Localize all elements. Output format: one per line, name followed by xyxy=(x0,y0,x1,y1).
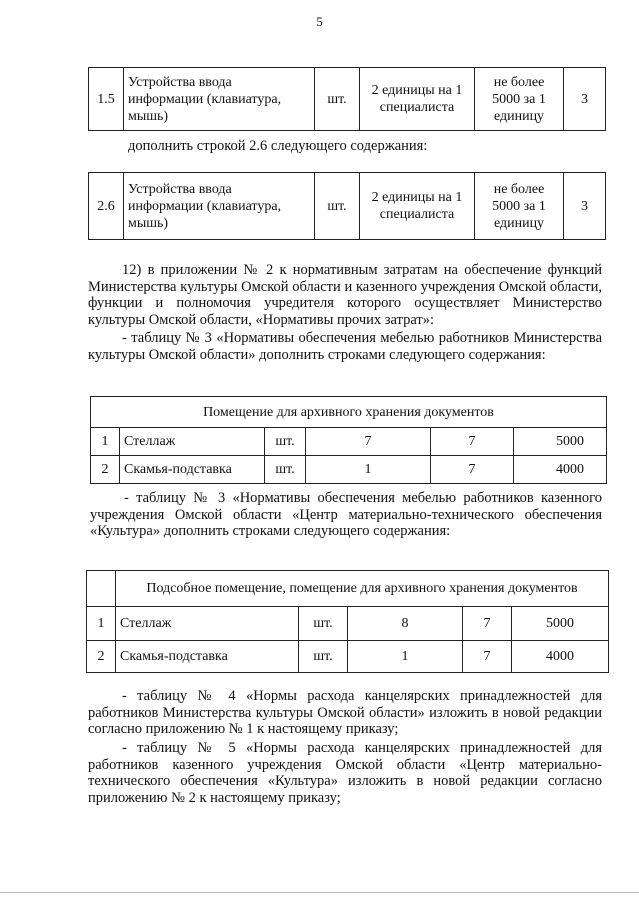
table-row xyxy=(87,607,609,641)
row-number: 1 xyxy=(87,607,116,641)
paragraph-12: 12) в приложении № 2 к нормативным затратам на обеспечение функций Министерства культуры Омской области и казенного учреждения Омской области, функции и полномочия учредителя которого осуществляет Министерство культуры Омской области, «Нормативы прочих затрат»: xyxy=(88,262,602,328)
table-row xyxy=(87,641,609,673)
unit: шт. xyxy=(315,173,360,240)
years: 3 xyxy=(564,173,606,240)
row-number: 1 xyxy=(91,428,120,456)
page-bottom-edge xyxy=(0,892,639,893)
empty-cell xyxy=(87,571,116,607)
unit: шт. xyxy=(315,68,360,131)
table-row-1-5 xyxy=(88,67,606,131)
add-line: дополнить строкой 2.6 следующего содержания: xyxy=(128,138,428,154)
row-number: 1.5 xyxy=(89,68,124,131)
page-number: 5 xyxy=(316,14,323,29)
item-name: Стеллаж xyxy=(120,428,265,456)
row-number: 2 xyxy=(91,456,120,484)
item-name: Скамья-подставка xyxy=(116,641,299,673)
unit: шт. xyxy=(265,428,306,456)
item-name: Устройства ввода информации (клавиатура, мышь) xyxy=(124,173,315,240)
item-name: Стеллаж xyxy=(116,607,299,641)
quantity: 1 xyxy=(306,456,431,484)
table-header: Помещение для архивного хранения документов xyxy=(91,397,607,428)
years: 3 xyxy=(564,68,606,131)
table-furniture-ministry xyxy=(90,396,607,484)
years: 7 xyxy=(463,641,512,673)
paragraph-table5: - таблицу № 5 «Нормы расхода канцелярских принадлежностей для работников казенного учреждения Омской области «Центр материально-технического обеспечения «Культура» изложить в новой редакции согласно приложению № 2 к настоящему приказу; xyxy=(88,740,602,806)
row-number: 2.6 xyxy=(89,173,124,240)
years: 7 xyxy=(463,607,512,641)
unit: шт. xyxy=(265,456,306,484)
table-row xyxy=(91,456,607,484)
row-number: 2 xyxy=(87,641,116,673)
item-name: Скамья-подставка xyxy=(120,456,265,484)
quantity: 8 xyxy=(348,607,463,641)
paragraph-table3-ministry: - таблицу № 3 «Нормативы обеспечения мебелью работников Министерства культуры Омской области» дополнить строками следующего содержания: xyxy=(88,330,602,363)
table-row-2-6 xyxy=(88,172,606,240)
years: 7 xyxy=(431,456,514,484)
paragraph-table3-institution: - таблицу № 3 «Нормативы обеспечения мебелью работников казенного учреждения Омской области «Центр материально-технического обеспечения «Культура» дополнить строками следующего содержания: xyxy=(90,490,602,539)
table-row xyxy=(91,428,607,456)
price: 5000 xyxy=(512,607,609,641)
price: не более 5000 за 1 единицу xyxy=(475,68,564,131)
unit: шт. xyxy=(299,641,348,673)
unit: шт. xyxy=(299,607,348,641)
price: 4000 xyxy=(514,456,607,484)
quantity: 1 xyxy=(348,641,463,673)
quantity: 7 xyxy=(306,428,431,456)
price: 4000 xyxy=(512,641,609,673)
years: 7 xyxy=(431,428,514,456)
price: не более 5000 за 1 единицу xyxy=(475,173,564,240)
price: 5000 xyxy=(514,428,607,456)
item-name: Устройства ввода информации (клавиатура, мышь) xyxy=(124,68,315,131)
quantity: 2 единицы на 1 специалиста xyxy=(360,68,475,131)
quantity: 2 единицы на 1 специалиста xyxy=(360,173,475,240)
table-furniture-institution xyxy=(86,570,609,673)
table-header: Подсобное помещение, помещение для архивного хранения документов xyxy=(116,571,609,607)
paragraph-table4: - таблицу № 4 «Нормы расхода канцелярских принадлежностей для работников Министерства культуры Омской области» изложить в новой редакции согласно приложению № 1 к настоящему приказу; xyxy=(88,688,602,737)
